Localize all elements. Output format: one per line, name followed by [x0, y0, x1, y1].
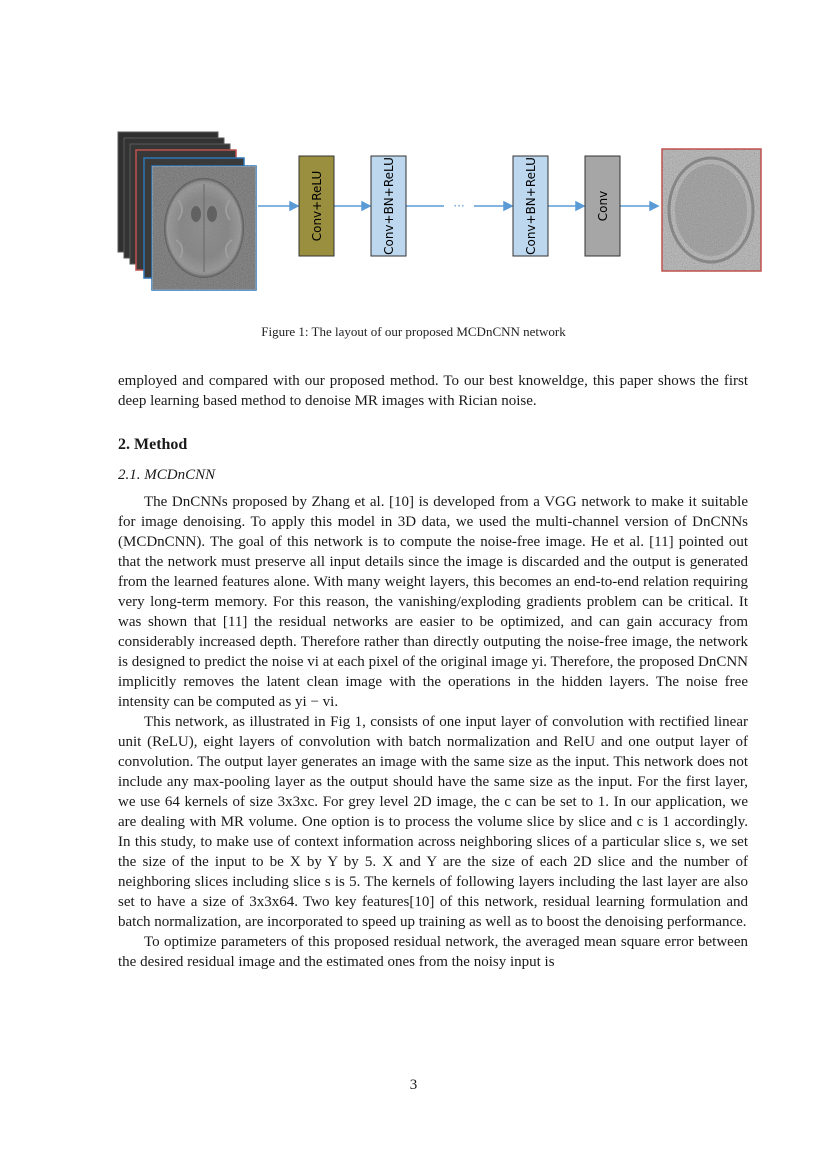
- intro-paragraph: [118, 371, 748, 411]
- layer-label: Conv: [596, 190, 610, 222]
- mri-brain-slice: [152, 166, 256, 290]
- paragraph: employed and compared with our proposed method. To our best knoweldge, this paper shows the first deep learning based method to denoise MR images with Rician noise.: [118, 373, 748, 409]
- paragraph: The DnCNNs proposed by Zhang et al. [10] is developed from a VGG network to make it suitable for image denoising. To apply this model in 3D data, we used the multi-channel version of DnCNNs (MCDnCNN). The goal of this network is to compute the noise-free image. He et al. [11] pointed out that the network must preserve all input details since the image is discarded and the output is generated from the learned features alone. With many weight layers, this becomes an end-to-end relation requiring very long-term memory. For this reason, the vanishing/exploding gradients problem can be critical. It was shown that [11] the residual networks are easier to be optimized, and can gain accuracy from considerably increased depth. Therefore rather than directly outputing the noise-free image, the network is designed to predict the noise vi at each pixel of the original image yi. Therefore, the proposed DnCNN implicitly removes the latent clean image with the operations in the hidden layers. The noise free intensity can be computed as yi − vi.: [118, 494, 748, 710]
- layer-conv-bn-relu-last: [513, 156, 548, 256]
- input-slice-stack: [118, 132, 256, 290]
- subsection-title: 2.1. MCDnCNN: [118, 467, 216, 483]
- ellipsis: ···: [453, 199, 465, 213]
- layer-conv-relu: [299, 156, 334, 256]
- network-diagram: [0, 0, 827, 300]
- layer-label: Conv+BN+ReLU: [524, 157, 538, 255]
- layer-conv-bn-relu-first: [371, 156, 406, 256]
- paragraph: This network, as illustrated in Fig 1, consists of one input layer of convolution with rectified linear unit (ReLU), eight layers of convolution with batch normalization and RelU and one output layer of convolution. The output layer generates an image with the same size as the input. This network does not include any max-pooling layer as the output should have the same size as the input. For the first layer, we use 64 kernels of size 3x3xc. For grey level 2D image, the c can be set to 1. In our application, we are dealing with MR volume. One option is to process the volume slice by slice and c is 1 accordingly. In this study, to make use of context information across neighboring slices of a particular slice s, we set the size of the input to be X by Y by 5. X and Y are the size of each 2D slice and the number of neighboring slices including slice s is 5. The kernels of following layers including the last layer are also set to have a size of 3x3x64. Two key features[10] of this network, residual learning formulation and batch normalization, are incorporated to speed up training as well as to boost the denoising performance.: [118, 714, 748, 930]
- layer-label: Conv+ReLU: [310, 170, 324, 242]
- paragraph: To optimize parameters of this proposed residual network, the averaged mean square error between the desired residual image and the estimated ones from the noisy input is: [118, 934, 748, 970]
- method-body: [118, 492, 748, 972]
- layer-label: Conv+BN+ReLU: [382, 157, 396, 255]
- figure-caption: Figure 1: The layout of our proposed MCDnCNN network: [261, 324, 566, 339]
- layer-conv: [585, 156, 620, 256]
- output-noise-image: [662, 149, 761, 271]
- section-title: 2. Method: [118, 436, 188, 453]
- page-number: 3: [409, 1077, 418, 1093]
- figure-1: [0, 0, 827, 300]
